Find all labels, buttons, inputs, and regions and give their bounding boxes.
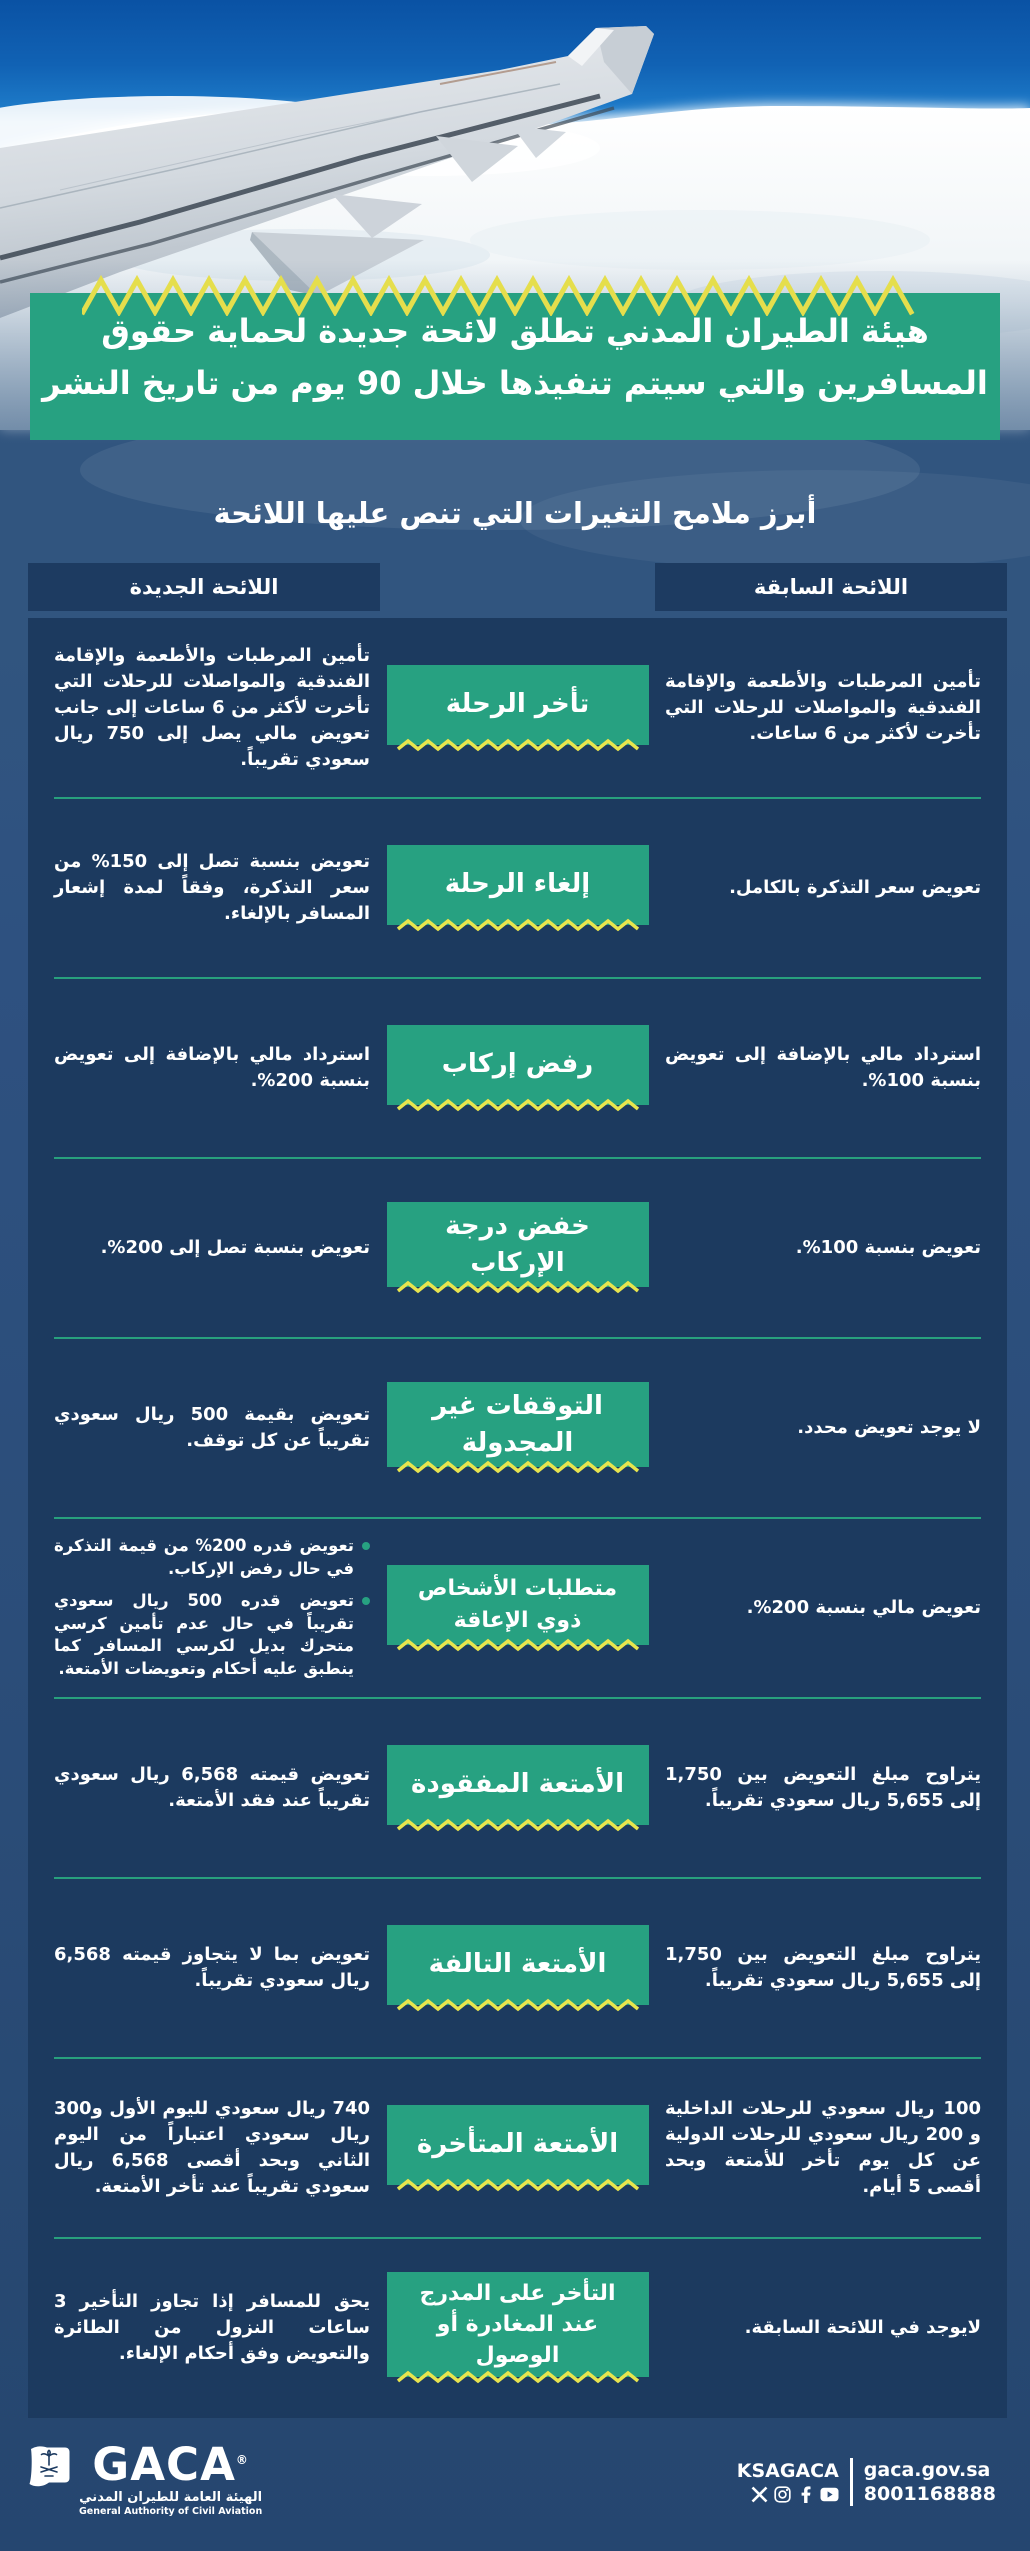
- footer-contact-block: [737, 2458, 996, 2506]
- gaca-arabic-name: الهيئة العامة للطيران المدني: [79, 2489, 263, 2505]
- youtube-icon: [820, 2487, 839, 2502]
- gaca-english-name: General Authority of Civil Aviation: [79, 2505, 263, 2517]
- zigzag-underline-icon: [397, 2370, 639, 2384]
- row-lost-baggage: [28, 1698, 1007, 1878]
- previous-regulation-text: تعويض مالي بنسبة 200%.: [746, 1596, 981, 1618]
- zigzag-underline-icon: [397, 1098, 639, 1112]
- previous-regulation-text: تأمين المرطبات والأطعمة والإقامة الفندقية والمواصلات للرحلات التي تأخرت لأكثر من 6 ساعات.: [665, 670, 981, 745]
- comparison-panel: [28, 618, 1007, 2418]
- zigzag-decoration-icon: [82, 272, 948, 316]
- category-badge: التأخر على المدرج عند المغادرة أو الوصول: [387, 2272, 649, 2378]
- previous-regulation-text: يتراوح مبلغ التعويض بين 1,750 إلى 5,655 ريال سعودي تقريباً.: [665, 1943, 981, 1991]
- category-badge: رفض إركاب: [387, 1025, 649, 1105]
- new-regulation-text: تعويض بنسبة تصل إلى 150% من سعر التذكرة، وفقاً لمدة إشعار المسافر بالإلغاء.: [54, 850, 370, 925]
- x-icon: [751, 2486, 768, 2503]
- category-badge: الأمتعة المتأخرة: [387, 2105, 649, 2185]
- website-url: gaca.gov.sa: [863, 2458, 991, 2481]
- section-subtitle: أبرز ملامح التغيرات التي تنص عليها اللائحة: [213, 496, 817, 530]
- poster-title-line1: هيئة الطيران المدني تطلق لائحة جديدة لحماية حقوق: [101, 312, 929, 350]
- bullet-dot-icon: [362, 1597, 370, 1605]
- row-unscheduled-stops: [28, 1338, 1007, 1518]
- category-badge: متطلبات الأشخاص ذوي الإعاقة: [387, 1565, 649, 1645]
- registered-mark: ®: [235, 2453, 249, 2467]
- new-regulation-text: تعويض بقيمة 500 ريال سعودي تقريباً عن كل توقف.: [54, 1403, 370, 1451]
- instagram-icon: [774, 2486, 791, 2503]
- category-badge: خفض درجة الإركاب: [387, 1202, 649, 1288]
- zigzag-underline-icon: [397, 1638, 639, 1652]
- new-regulation-text: تعويض بنسبة تصل إلى 200%.: [100, 1236, 370, 1258]
- gaca-wordmark: GACA®: [92, 2438, 249, 2491]
- row-tarmac-delay: [28, 2238, 1007, 2418]
- zigzag-underline-icon: [397, 918, 639, 932]
- row-disability-requirements: [28, 1518, 1007, 1698]
- social-handle: KSAGACA: [736, 2459, 839, 2482]
- list-item: تعويض قدره 500 ريال سعودي تقريباً في حال عدم تأمين كرسي متحرك بديل لكرسي المسافر كما ينطبق عليه أحكام وتعويضات الأمتعة.: [54, 1590, 370, 1681]
- zigzag-underline-icon: [397, 2178, 639, 2192]
- saudi-flag-emblem-icon: [24, 2444, 72, 2490]
- new-regulation-text: استرداد مالي بالإضافة إلى تعويض بنسبة 200%.: [54, 1043, 370, 1091]
- new-regulation-text: يحق للمسافر إذا تجاوز التأخير 3 ساعات النزول من الطائرة والتعويض وفق أحكام الإلغاء.: [54, 2290, 370, 2365]
- previous-regulation-text: لايوجد في اللائحة السابقة.: [744, 2316, 981, 2338]
- row-denied-boarding: [28, 978, 1007, 1158]
- previous-regulation-text: لا يوجد تعويض محدد.: [797, 1416, 981, 1438]
- phone-number: 8001168888: [863, 2482, 996, 2505]
- row-flight-cancellation: [28, 798, 1007, 978]
- previous-regulation-text: تعويض سعر التذكرة بالكامل.: [729, 876, 981, 898]
- row-delayed-baggage: [28, 2058, 1007, 2238]
- zigzag-underline-icon: [397, 1460, 639, 1474]
- gaca-logo: [24, 2438, 263, 2517]
- bullet-dot-icon: [362, 1542, 370, 1550]
- new-regulation-text: 740 ريال سعودي لليوم الأول و300 ريال سعودي اعتباراً من اليوم الثاني وبحد أقصى 6,568 ريال سعودي تقريباً عند تأخر الأمتعة.: [54, 2097, 371, 2198]
- social-icons: [751, 2486, 839, 2503]
- previous-regulation-text: تعويض بنسبة 100%.: [795, 1236, 981, 1258]
- header-new-regulation: اللائحة الجديدة: [28, 563, 380, 611]
- header-previous-regulation: اللائحة السابقة: [655, 563, 1007, 611]
- previous-regulation-text: استرداد مالي بالإضافة إلى تعويض بنسبة 100%.: [665, 1043, 981, 1091]
- category-badge: الأمتعة المفقودة: [387, 1745, 649, 1825]
- title-banner: [30, 293, 1000, 440]
- facebook-icon: [797, 2486, 814, 2503]
- row-class-downgrade: [28, 1158, 1007, 1338]
- footer-divider: [850, 2458, 853, 2506]
- poster-title-line2: المسافرين والتي سيتم تنفيذها خلال 90 يوم من تاريخ النشر: [42, 363, 988, 402]
- new-regulation-text: تعويض بما لا يتجاوز قيمته 6,568 ريال سعودي تقريباً.: [54, 1943, 370, 1991]
- previous-regulation-text: 100 ريال سعودي للرحلات الداخلية و 200 ريال سعودي للرحلات الدولية عن كل يوم تأخر للأمتعة وبحد أقصى 5 أيام.: [665, 2097, 981, 2198]
- previous-regulation-text: يتراوح مبلغ التعويض بين 1,750 إلى 5,655 ريال سعودي تقريباً.: [665, 1763, 981, 1811]
- row-damaged-baggage: [28, 1878, 1007, 2058]
- new-regulation-text: [54, 1535, 370, 1681]
- category-badge: الأمتعة التالفة: [387, 1925, 649, 2005]
- row-flight-delay: [28, 618, 1007, 798]
- category-badge: التوقفات غير المجدولة: [387, 1382, 649, 1468]
- list-item: تعويض قدره 200% من قيمة التذكرة في حال رفض الإركاب.: [54, 1535, 370, 1581]
- zigzag-underline-icon: [397, 738, 639, 752]
- category-badge: تأخر الرحلة: [387, 665, 649, 745]
- new-regulation-text: تأمين المرطبات والأطعمة والإقامة الفندقية والمواصلات للرحلات التي تأخرت لأكثر من 6 ساعات إلى جانب تعويض مالي يصل إلى 750 ريال سعودي تقريباً.: [54, 644, 370, 771]
- category-badge: إلغاء الرحلة: [387, 845, 649, 925]
- zigzag-underline-icon: [397, 1998, 639, 2012]
- zigzag-underline-icon: [397, 1818, 639, 1832]
- zigzag-underline-icon: [397, 1280, 639, 1294]
- new-regulation-text: تعويض قيمته 6,568 ريال سعودي تقريباً عند فقد الأمتعة.: [54, 1763, 370, 1811]
